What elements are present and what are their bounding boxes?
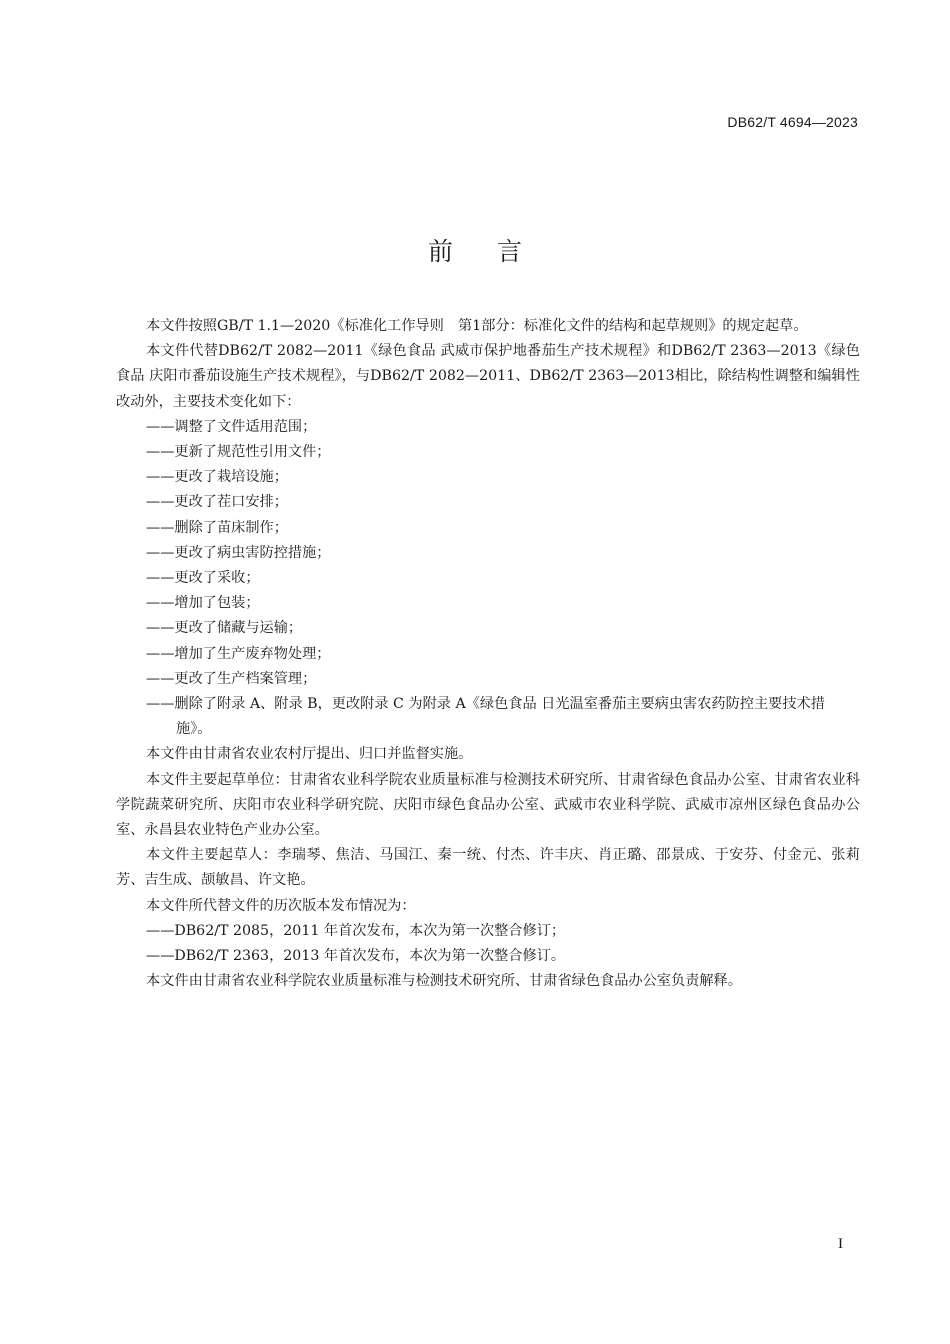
document-code: DB62/T 4694—2023	[727, 114, 858, 130]
drafting-units-paragraph: 本文件主要起草单位：甘肃省农业科学院农业质量标准与检测技术研究所、甘肃省绿色食品办公室、甘肃省农业科学院蔬菜研究所、庆阳市农业科学研究院、庆阳市绿色食品办公室、武威市农业科学院、武威市凉州区绿色食品办公室、永昌县农业特色产业办公室。	[116, 771, 860, 839]
change-item: ——更改了茬口安排；	[146, 494, 288, 511]
change-item: ——增加了包装；	[146, 595, 260, 612]
history-item: ——DB62/T 2363，2013 年首次发布，本次为第一次整合修订。	[146, 948, 566, 965]
change-item: ——更改了储藏与运输；	[146, 620, 303, 637]
history-intro-paragraph: 本文件所代替文件的历次版本发布情况为：	[146, 897, 416, 914]
change-item: ——删除了附录 A、附录 B，更改附录 C 为附录 A《绿色食品 日光温室番茄主要病虫害农药防控主要技术措施》。	[146, 696, 825, 738]
change-item: ——更新了规范性引用文件；	[146, 444, 331, 461]
page-title: 前言	[427, 237, 566, 266]
history-item: ——DB62/T 2085，2011 年首次发布，本次为第一次整合修订；	[146, 922, 566, 939]
interpretation-paragraph: 本文件由甘肃省农业科学院农业质量标准与检测技术研究所、甘肃省绿色食品办公室负责解释。	[146, 973, 742, 990]
change-item: ——更改了栽培设施；	[146, 469, 288, 486]
drafters-paragraph: 本文件主要起草人：李瑞琴、焦洁、马国江、秦一统、付杰、许丰庆、肖正璐、邵景成、于安芬、付金元、张莉芳、吉生成、颉敏昌、许文艳。	[116, 847, 860, 889]
proposer-paragraph: 本文件由甘肃省农业农村厅提出、归口并监督实施。	[146, 746, 473, 763]
change-item: ——更改了生产档案管理；	[146, 670, 317, 687]
change-item: ——增加了生产废弃物处理；	[146, 645, 331, 662]
replacement-paragraph: 本文件代替DB62/T 2082—2011《绿色食品 武威市保护地番茄生产技术规程》和DB62/T 2363—2013《绿色食品 庆阳市番茄设施生产技术规程》，与DB62/T 2082—2011、DB62/T 2363—2013相比，除结构性调整和编辑性改动外，主要技术变化如下：	[116, 343, 860, 410]
change-item: ——删除了苗床制作；	[146, 519, 288, 536]
change-item: ——调整了文件适用范围；	[146, 418, 317, 435]
change-item: ——更改了采收；	[146, 570, 260, 587]
page-number: I	[838, 1236, 843, 1252]
change-item: ——更改了病虫害防控措施；	[146, 544, 331, 561]
basis-paragraph: 本文件按照GB/T 1.1—2020《标准化工作导则 第1部分：标准化文件的结构和起草规则》的规定起草。	[146, 318, 808, 334]
foreword-body	[116, 314, 860, 994]
